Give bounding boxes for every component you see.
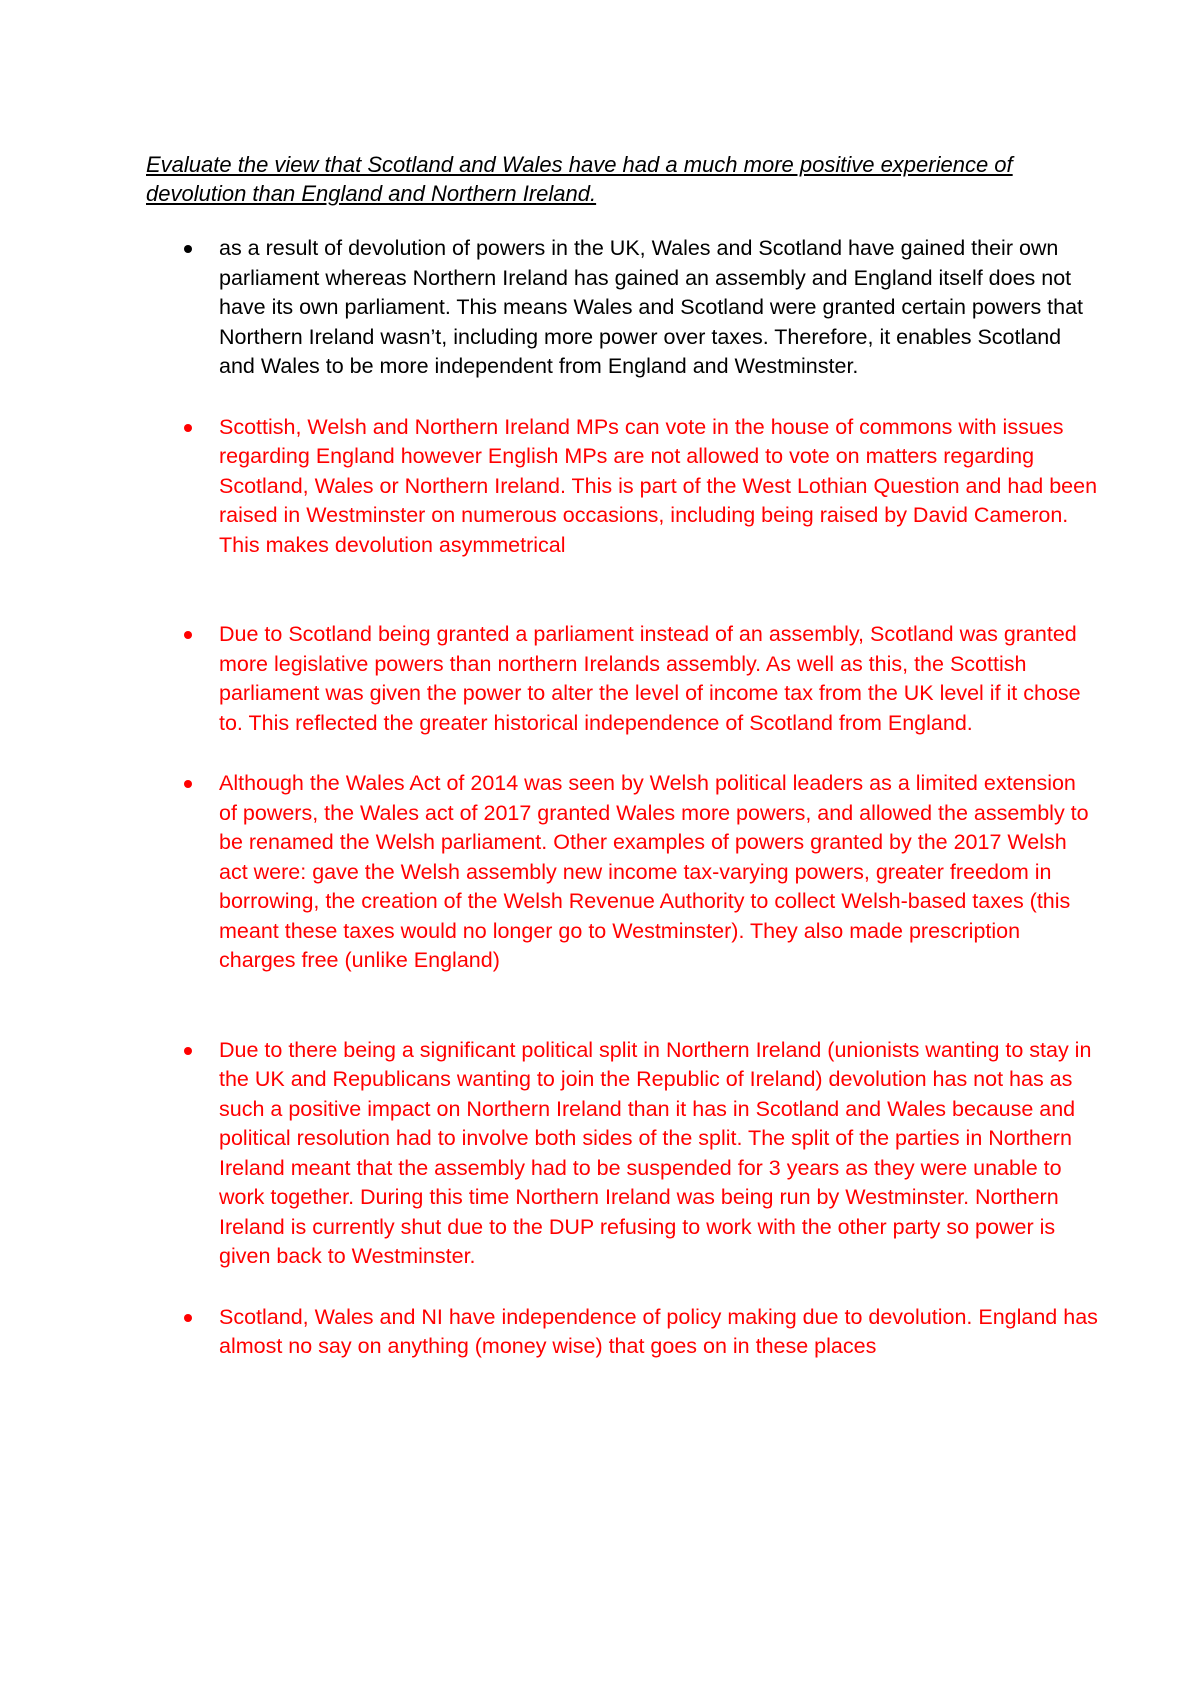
bullet-dot-icon xyxy=(184,424,192,432)
bullet-dot-icon xyxy=(184,780,192,788)
bullet-dot-icon xyxy=(184,1047,192,1055)
bullet-text-3: Due to Scotland being granted a parliament instead of an assembly, Scotland was granted more legislative powers than northern Irelands assembly. As well as this, the Scottish parliament was given the power to alter the level of income tax from the UK level if it chose to. This reflected the greater historical independence of Scotland from England. xyxy=(219,622,1081,735)
bullet-text-1: as a result of devolution of powers in the UK, Wales and Scotland have gained their own parliament whereas Northern Ireland has gained an assembly and England itself does not have its own parliament. This means Wales and Scotland were granted certain powers that Northern Ireland wasn’t, including more power over taxes. Therefore, it enables Scotland and Wales to be more independent from England and Westminster. xyxy=(219,236,1084,378)
bullet-dot-icon xyxy=(184,631,192,639)
bullet-text-6: Scotland, Wales and NI have independence of policy making due to devolution. England has almost no say on anything (money wise) that goes on in these places xyxy=(219,1304,1098,1358)
bullet-item-4 xyxy=(176,769,1089,976)
bullet-text-5: Due to there being a significant political split in Northern Ireland (unionists wanting to stay in the UK and Republicans wanting to join the Republic of Ireland) devolution has not has as such a positive impact on Northern Ireland than it has in Scotland and Wales because and political resolution had to involve both sides of the split. The split of the parties in Northern Ireland meant that the assembly had to be suspended for 3 years as they were unable to work together. During this time Northern Ireland was being run by Westminster. Northern Ireland is currently shut due to the DUP refusing to work with the other party so power is given back to Westminster. xyxy=(219,1037,1092,1268)
bullet-list xyxy=(176,234,1098,1362)
bullet-dot-icon xyxy=(184,245,192,253)
bullet-text-4: Although the Wales Act of 2014 was seen by Welsh political leaders as a limited extension of powers, the Wales act of 2017 granted Wales more powers, and allowed the assembly to be renamed the Welsh parliament. Other examples of powers granted by the 2017 Welsh act were: gave the Welsh assembly new income tax-varying powers, greater freedom in borrowing, the creation of the Welsh Revenue Authority to collect Welsh-based taxes (this meant these taxes would no longer go to Westminster). They also made prescription charges free (unlike England) xyxy=(219,771,1089,972)
bullet-item-2 xyxy=(176,413,1098,561)
bullet-item-5 xyxy=(176,1036,1092,1272)
bullet-item-1 xyxy=(176,234,1084,382)
bullet-item-6 xyxy=(176,1303,1098,1362)
document-title: Evaluate the view that Scotland and Wales have had a much more positive experience of devolution than England and Northern Ireland. xyxy=(146,152,1013,206)
bullet-text-2: Scottish, Welsh and Northern Ireland MPs can vote in the house of commons with issues regarding England however English MPs are not allowed to vote on matters regarding Scotland, Wales or Northern Ireland. This is part of the West Lothian Question and had been raised in Westminster on numerous occasions, including being raised by David Cameron. This makes devolution asymmetrical xyxy=(219,414,1098,557)
bullet-dot-icon xyxy=(184,1314,192,1322)
bullet-item-3 xyxy=(176,620,1081,738)
